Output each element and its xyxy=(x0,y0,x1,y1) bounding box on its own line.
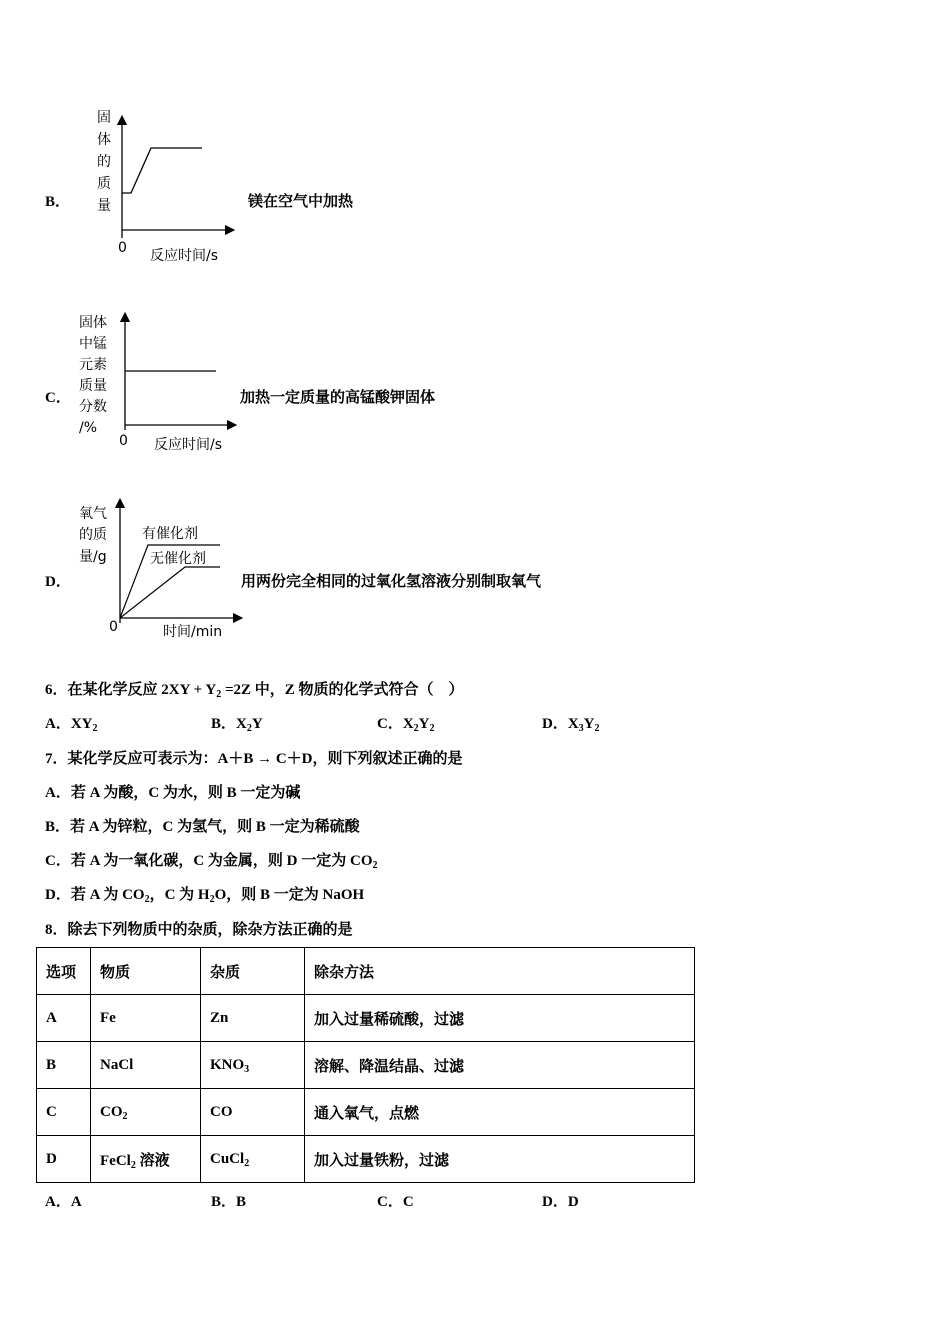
x-label: 反应时间/s xyxy=(154,437,223,453)
x-label: 反应时间/s xyxy=(150,248,219,264)
no-catalyst-curve xyxy=(120,567,220,618)
x-label: 时间/min xyxy=(163,624,223,640)
q6-option-b: B．$X_2Y$ xyxy=(211,716,263,734)
cell-option: C xyxy=(37,1089,91,1136)
q8-answer-d: D．D xyxy=(542,1194,579,1210)
cell-method: 通入氧气，点燃 xyxy=(305,1089,695,1136)
cell-substance: NaCl xyxy=(91,1042,201,1089)
cell-impurity: $KNO_3$ xyxy=(201,1042,305,1089)
header-method: 除杂方法 xyxy=(305,948,695,995)
cell-method: 加入过量铁粉，过滤 xyxy=(305,1136,695,1183)
y-label-3: 元素 xyxy=(79,357,107,373)
cell-option: D xyxy=(37,1136,91,1183)
y-label-1: 固 xyxy=(97,110,111,126)
y-label-2: 中锰 xyxy=(79,336,107,352)
q7-option-b: B．若 A 为锌粒，C 为氢气，则 B 一定为稀硫酸 xyxy=(45,819,360,835)
mass-curve xyxy=(122,148,202,193)
option-b-label: B． xyxy=(45,194,71,210)
option-c-label: C． xyxy=(45,390,71,406)
cell-impurity: Zn xyxy=(201,995,305,1042)
q6-stem: 6．在某化学反应 $2XY + Y_2 =2Z$ 中，Z 物质的化学式符合（ ） xyxy=(45,682,464,700)
graph-c xyxy=(70,305,250,465)
origin-label: 0 xyxy=(118,240,127,256)
table-row xyxy=(37,1136,695,1183)
header-substance: 物质 xyxy=(91,948,201,995)
cell-option: A xyxy=(37,995,91,1042)
cell-impurity: CO xyxy=(201,1089,305,1136)
curve-label-no-catalyst: 无催化剂 xyxy=(150,551,206,567)
cell-substance: FeCl$_2$ 溶液 xyxy=(91,1136,201,1183)
origin-label: 0 xyxy=(109,619,118,635)
table-row xyxy=(37,1089,695,1136)
cell-substance: Fe xyxy=(91,995,201,1042)
y-label-4: 质 xyxy=(97,176,111,192)
option-c-desc: 加热一定质量的高锰酸钾固体 xyxy=(240,390,436,406)
option-d-label: D． xyxy=(45,574,71,590)
option-d-desc: 用两份完全相同的过氧化氢溶液分别制取氧气 xyxy=(241,574,542,590)
y-label-3: 量/g xyxy=(79,549,107,565)
curve-label-catalyst: 有催化剂 xyxy=(142,526,198,542)
q7-option-c: C．若 A 为一氧化碳，C 为金属，则 D 一定为 $CO_2$ xyxy=(45,853,378,871)
y-label-4: 质量 xyxy=(79,378,107,394)
table-row xyxy=(37,995,695,1042)
impurity-table xyxy=(36,947,695,1183)
header-option: 选项 xyxy=(37,948,91,995)
q8-answer-c: C．C xyxy=(377,1194,414,1210)
y-label-6: /% xyxy=(79,420,98,436)
origin-label: 0 xyxy=(119,433,128,449)
y-label-2: 体 xyxy=(97,132,111,148)
header-impurity: 杂质 xyxy=(201,948,305,995)
q6-option-d: D．$X_3Y_2$ xyxy=(542,716,600,734)
graph-b xyxy=(70,100,250,270)
q7-stem: 7．某化学反应可表示为：A＋B → C＋D，则下列叙述正确的是 xyxy=(45,751,463,767)
cell-impurity: CuCl$_2$ xyxy=(201,1136,305,1183)
table-row xyxy=(37,1042,695,1089)
q8-answer-a: A．A xyxy=(45,1194,82,1210)
table-header-row xyxy=(37,948,695,995)
y-label-1: 固体 xyxy=(79,315,107,331)
q7-option-a: A．若 A 为酸，C 为水，则 B 一定为碱 xyxy=(45,785,301,801)
q8-stem: 8．除去下列物质中的杂质，除杂方法正确的是 xyxy=(45,922,353,938)
cell-option: B xyxy=(37,1042,91,1089)
y-label-5: 分数 xyxy=(79,399,107,415)
cell-substance: $CO_2$ xyxy=(91,1089,201,1136)
q8-answer-b: B．B xyxy=(211,1194,247,1210)
y-label-1: 氧气 xyxy=(79,506,107,522)
cell-method: 加入过量稀硫酸，过滤 xyxy=(305,995,695,1042)
y-label-3: 的 xyxy=(97,154,111,170)
y-label-2: 的质 xyxy=(79,527,107,543)
graph-d xyxy=(70,495,250,650)
q7-option-d: D．若 A 为 $CO_2$，C 为 $H_2O$，则 B 一定为 NaOH xyxy=(45,887,365,905)
option-b-desc: 镁在空气中加热 xyxy=(248,194,354,210)
q6-option-a: A．$XY_2$ xyxy=(45,716,98,734)
y-label-5: 量 xyxy=(97,198,111,214)
cell-method: 溶解、降温结晶、过滤 xyxy=(305,1042,695,1089)
q6-option-c: C．$X_2Y_2$ xyxy=(377,716,435,734)
